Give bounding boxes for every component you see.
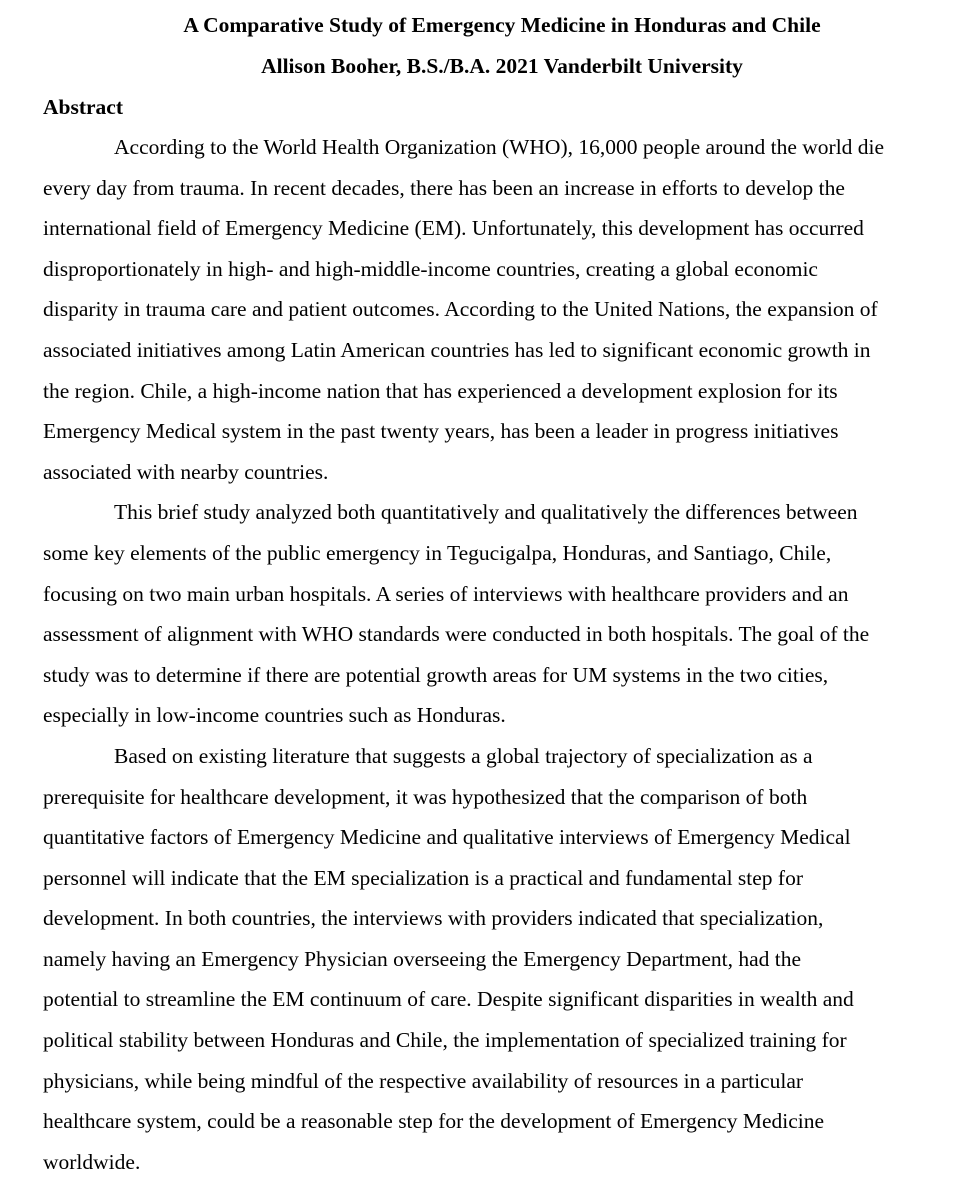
abstract-paragraph-3 bbox=[43, 742, 973, 1189]
author-line: Allison Booher, B.S./B.A. 2021 Vanderbilt University bbox=[261, 54, 743, 78]
text-line: physicians, while being mindful of the respective availability of resources in a particular bbox=[43, 1068, 804, 1093]
text-line: personnel will indicate that the EM specialization is a practical and fundamental step for bbox=[43, 865, 803, 890]
text-line: potential to streamline the EM continuum of care. Despite significant disparities in wealth and bbox=[43, 987, 854, 1012]
abstract-body bbox=[43, 133, 973, 1188]
section-heading-abstract: Abstract bbox=[43, 95, 124, 119]
text-line: every day from trauma. In recent decades, there has been an increase in efforts to develop the bbox=[43, 175, 845, 200]
text-line: international field of Emergency Medicine (EM). Unfortunately, this development has occurred bbox=[43, 216, 864, 241]
text-line: disparity in trauma care and patient outcomes. According to the United Nations, the expansion of bbox=[43, 297, 878, 322]
text-line: According to the World Health Organization (WHO), 16,000 people around the world die bbox=[114, 135, 885, 159]
text-line: Emergency Medical system in the past twenty years, has been a leader in progress initiatives bbox=[43, 419, 839, 444]
text-line: assessment of alignment with WHO standards were conducted in both hospitals. The goal of the bbox=[43, 622, 870, 647]
text-line: healthcare system, could be a reasonable step for the development of Emergency Medicine bbox=[43, 1109, 825, 1134]
text-line: quantitative factors of Emergency Medicine and qualitative interviews of Emergency Medical bbox=[43, 825, 851, 850]
text-line: study was to determine if there are potential growth areas for UM systems in the two cities, bbox=[43, 662, 829, 687]
text-line: worldwide. bbox=[43, 1149, 141, 1174]
text-line: some key elements of the public emergency in Tegucigalpa, Honduras, and Santiago, Chile, bbox=[43, 540, 832, 565]
text-line: namely having an Emergency Physician overseeing the Emergency Department, had the bbox=[43, 946, 802, 971]
text-line: disproportionately in high- and high-middle-income countries, creating a global economic bbox=[43, 256, 818, 281]
text-line: the region. Chile, a high-income nation that has experienced a development explosion for its bbox=[43, 378, 838, 403]
text-line: especially in low-income countries such as Honduras. bbox=[43, 703, 506, 728]
text-line: focusing on two main urban hospitals. A series of interviews with healthcare providers and an bbox=[43, 581, 849, 606]
text-line: Based on existing literature that suggests a global trajectory of specialization as a bbox=[114, 743, 813, 768]
text-line: associated initiatives among Latin American countries has led to significant economic growth in bbox=[43, 337, 871, 362]
text-line: political stability between Honduras and Chile, the implementation of specialized training for bbox=[43, 1028, 847, 1053]
text-line: This brief study analyzed both quantitatively and qualitatively the differences between bbox=[114, 500, 858, 525]
text-line: development. In both countries, the interviews with providers indicated that specialization, bbox=[43, 906, 824, 931]
text-line: associated with nearby countries. bbox=[43, 459, 329, 484]
abstract-paragraph-1 bbox=[43, 133, 973, 498]
text-line: prerequisite for healthcare development, it was hypothesized that the comparison of both bbox=[43, 784, 808, 809]
abstract-paragraph-2 bbox=[43, 498, 973, 742]
paper-title: A Comparative Study of Emergency Medicine in Honduras and Chile bbox=[183, 13, 821, 37]
